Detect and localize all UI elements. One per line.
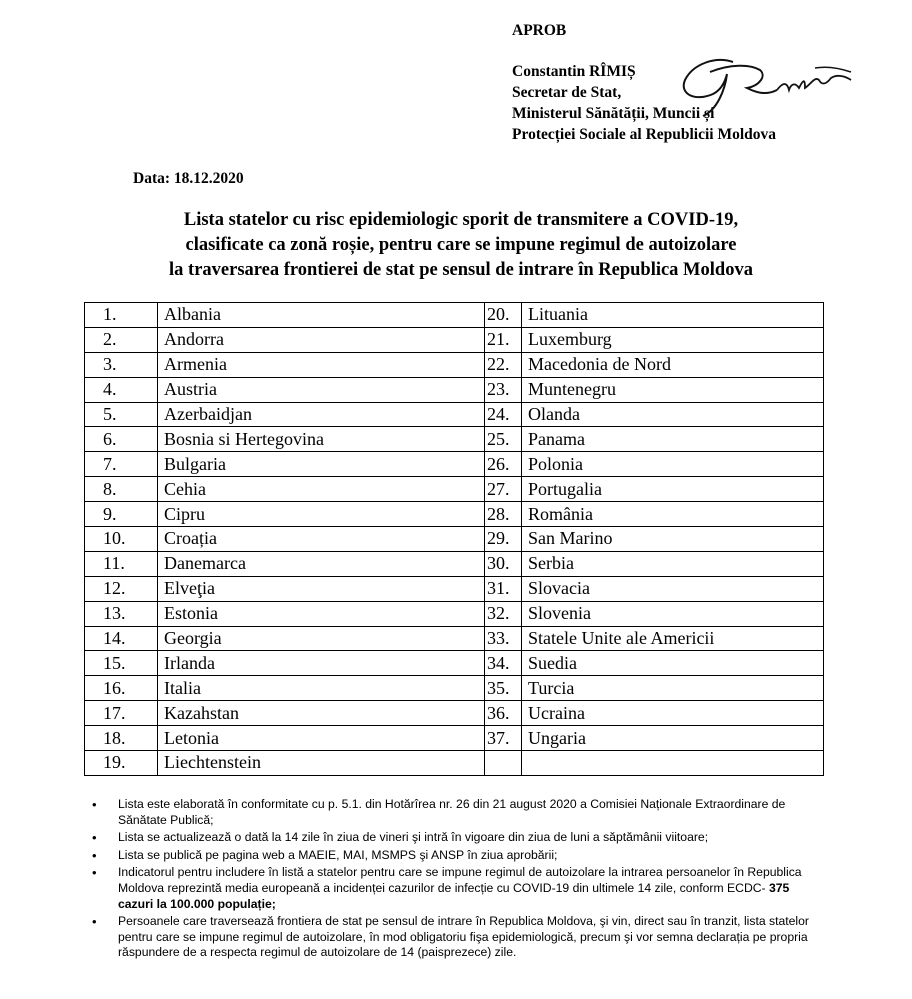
table-row (85, 402, 824, 427)
row-number: 26. (485, 452, 522, 477)
document-date: Data: 18.12.2020 (133, 170, 244, 187)
country-name: Olanda (522, 402, 824, 427)
country-name: Andorra (158, 327, 485, 352)
table-row (85, 477, 824, 502)
document-title (90, 208, 832, 283)
row-number: 11. (85, 551, 158, 576)
row-number: 24. (485, 402, 522, 427)
country-name: Panama (522, 427, 824, 452)
row-number: 5. (85, 402, 158, 427)
row-number: 19. (85, 751, 158, 776)
row-number: 17. (85, 701, 158, 726)
note-item: • Lista se publică pe pagina web a MAEIE, MAI, MSMPS şi ANSP în ziua aprobării; (90, 848, 825, 864)
row-number: 18. (85, 726, 158, 751)
country-name: Ungaria (522, 726, 824, 751)
country-name: Portugalia (522, 477, 824, 502)
note-threshold: 375 cazuri la 100.000 populație; (118, 880, 790, 911)
row-number: 7. (85, 452, 158, 477)
row-number: 15. (85, 651, 158, 676)
table-row (85, 576, 824, 601)
country-name: Liechtenstein (158, 751, 485, 776)
note-item: • Lista este elaborată în conformitate cu p. 5.1. din Hotărîrea nr. 26 din 21 august 2020 a Comisiei Naționale Extraordinare de Sănătate Publică; (90, 797, 825, 828)
country-name: Letonia (158, 726, 485, 751)
table-row (85, 551, 824, 576)
country-name: Lituania (522, 303, 824, 328)
country-name: Suedia (522, 651, 824, 676)
table-row (85, 751, 824, 776)
country-name: Austria (158, 377, 485, 402)
row-number: 30. (485, 551, 522, 576)
row-number: 21. (485, 327, 522, 352)
row-number: 16. (85, 676, 158, 701)
country-name: Slovenia (522, 601, 824, 626)
table-row (85, 651, 824, 676)
country-name: Croația (158, 527, 485, 552)
title-line2: clasificate ca zonă roșie, pentru care se impune regimul de autoizolare (185, 235, 737, 255)
table-row (85, 352, 824, 377)
title-line1: Lista statelor cu risc epidemiologic sporit de transmitere a COVID-19, (183, 210, 739, 230)
country-name: Azerbaidjan (158, 402, 485, 427)
note-item: • Persoanele care traversează frontiera de stat pe sensul de intrare în Republica Moldova, şi vin, direct sau în tranzit, lista statelor pentru care se impune regimul de autoizolare, în mod obligatoriu fişa epidemiologică, precum şi vor semna declarația pe propria răspundere de a respecta regimul de autoizolare de 14 (paisprezece) zile. (90, 914, 825, 961)
country-name: Georgia (158, 626, 485, 651)
row-number: 27. (485, 477, 522, 502)
table-row (85, 377, 824, 402)
row-number: 33. (485, 626, 522, 651)
country-name: Macedonia de Nord (522, 352, 824, 377)
country-name: Ucraina (522, 701, 824, 726)
signatory-name: Constantin RÎMIȘ (512, 63, 636, 80)
handwritten-signature (655, 50, 865, 120)
row-number: 8. (85, 477, 158, 502)
row-number: 37. (485, 726, 522, 751)
row-number: 32. (485, 601, 522, 626)
country-name: Cehia (158, 477, 485, 502)
approval-heading: APROB (512, 22, 567, 39)
country-name: Serbia (522, 551, 824, 576)
table-row (85, 452, 824, 477)
table-row (85, 601, 824, 626)
row-number (485, 751, 522, 776)
row-number: 13. (85, 601, 158, 626)
table-row (85, 726, 824, 751)
row-number: 12. (85, 576, 158, 601)
country-name: Bulgaria (158, 452, 485, 477)
signatory-role-line2: Ministerul Sănătății, Muncii și (512, 105, 715, 122)
country-name: România (522, 502, 824, 527)
country-name: Statele Unite ale Americii (522, 626, 824, 651)
country-name: Turcia (522, 676, 824, 701)
country-name: Muntenegru (522, 377, 824, 402)
row-number: 31. (485, 576, 522, 601)
country-name: Bosnia si Hertegovina (158, 427, 485, 452)
signatory-role-line3: Protecției Sociale al Republicii Moldova (512, 126, 777, 143)
table-row (85, 502, 824, 527)
country-name: Italia (158, 676, 485, 701)
country-name: Luxemburg (522, 327, 824, 352)
row-number: 28. (485, 502, 522, 527)
row-number: 14. (85, 626, 158, 651)
row-number: 20. (485, 303, 522, 328)
row-number: 22. (485, 352, 522, 377)
country-table (84, 302, 824, 776)
country-name: Elveţia (158, 576, 485, 601)
row-number: 6. (85, 427, 158, 452)
table-row (85, 327, 824, 352)
note-item: • Lista se actualizează o dată la 14 zile în ziua de vineri şi intră în vigoare din ziua de luni a săptămânii viitoare; (90, 830, 825, 846)
country-name: Armenia (158, 352, 485, 377)
row-number: 4. (85, 377, 158, 402)
row-number: 10. (85, 527, 158, 552)
row-number: 23. (485, 377, 522, 402)
table-row (85, 701, 824, 726)
table-row (85, 427, 824, 452)
country-name: Estonia (158, 601, 485, 626)
row-number: 2. (85, 327, 158, 352)
country-name: Kazahstan (158, 701, 485, 726)
notes-list (90, 797, 825, 963)
country-name: Danemarca (158, 551, 485, 576)
table-row (85, 626, 824, 651)
table-row (85, 303, 824, 328)
row-number: 25. (485, 427, 522, 452)
signatory-role-line1: Secretar de Stat, (512, 84, 622, 101)
row-number: 34. (485, 651, 522, 676)
row-number: 3. (85, 352, 158, 377)
row-number: 29. (485, 527, 522, 552)
table-row (85, 676, 824, 701)
country-name: Irlanda (158, 651, 485, 676)
row-number: 1. (85, 303, 158, 328)
row-number: 36. (485, 701, 522, 726)
note-item (90, 865, 825, 912)
note-text: Indicatorul pentru includere în listă a statelor pentru care se impune regimul de autoizolare la intrarea persoanelor în Republica Moldova reprezintă media europeană a incidenței cazurilor de infecție cu COVID-19 din ultimele 14 zile, conform ECDC- (118, 865, 802, 895)
country-name (522, 751, 824, 776)
title-line3: la traversarea frontierei de stat pe sensul de intrare în Republica Moldova (169, 260, 753, 280)
row-number: 35. (485, 676, 522, 701)
country-name: Slovacia (522, 576, 824, 601)
country-name: Albania (158, 303, 485, 328)
country-name: San Marino (522, 527, 824, 552)
table-row (85, 527, 824, 552)
country-name: Cipru (158, 502, 485, 527)
country-name: Polonia (522, 452, 824, 477)
row-number: 9. (85, 502, 158, 527)
